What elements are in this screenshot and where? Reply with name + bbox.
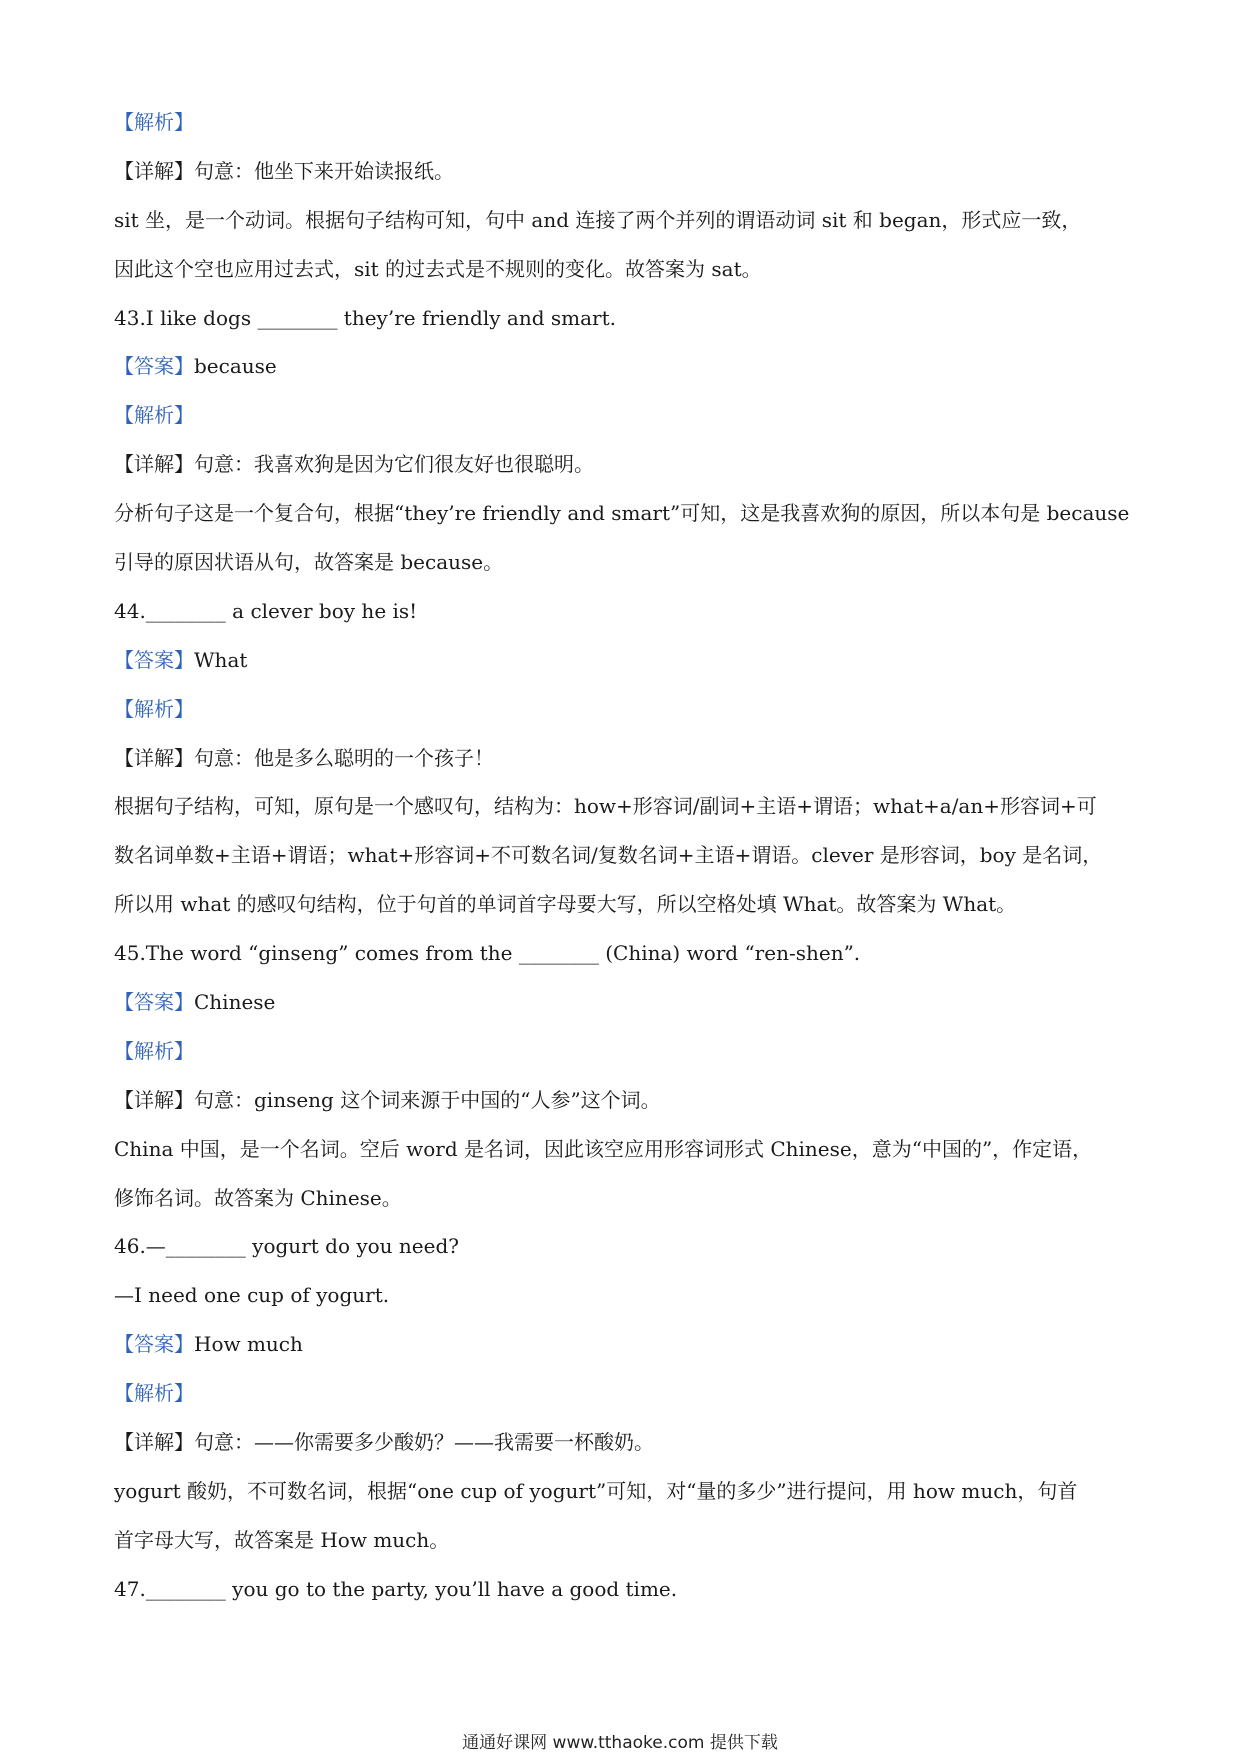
question-line: 43.I like dogs ________ they’re friendly and smart. [114,305,616,330]
analysis-tag: 【解析】 [114,403,194,428]
page-footer: 通通好课网 www.tthaoke.com 提供下载 [462,1733,778,1753]
explanation-line: 【详解】句意：ginseng 这个词来源于中国的“人参”这个词。 [114,1087,661,1112]
answer-tag: 【答案】 [114,354,194,379]
analysis-tag: 【解析】 [114,1381,194,1406]
explanation-line: sit 坐，是一个动词。根据句子结构可知，句中 and 连接了两个并列的谓语动词 sit 和 began，形式应一致， [114,207,1082,232]
explanation-line: 【详解】句意：他坐下来开始读报纸。 [114,158,454,183]
explanation-line: 【详解】句意：我喜欢狗是因为它们很友好也很聪明。 [114,452,594,477]
answer-value: Chinese [194,990,276,1015]
answer-line [114,636,1134,685]
answer-value: because [194,354,277,379]
explanation-line: 【详解】句意：——你需要多少酸奶？——我需要一杯酸奶。 [114,1430,654,1455]
question-line: —I need one cup of yogurt. [114,1283,390,1308]
explanation-line: China 中国，是一个名词。空后 word 是名词，因此该空应用形容词形式 Chinese，意为“中国的”，作定语， [114,1136,1093,1161]
explanation-line: 修饰名词。故答案为 Chinese。 [114,1185,402,1210]
explanation-line: 因此这个空也应用过去式，sit 的过去式是不规则的变化。故答案为 sat。 [114,256,762,281]
explanation-line: 分析句子这是一个复合句，根据“they’re friendly and smart”可知，这是我喜欢狗的原因，所以本句是 because [114,501,1130,526]
explanation-line: 引导的原因状语从句，故答案是 because。 [114,550,504,575]
answer-value: What [194,647,248,672]
answer-value: How much [194,1332,303,1357]
question-line: 46.—________ yogurt do you need? [114,1234,459,1259]
question-line: 44.________ a clever boy he is! [114,598,418,623]
answer-line [114,342,1134,391]
explanation-line: 首字母大写，故答案是 How much。 [114,1527,450,1552]
answer-tag: 【答案】 [114,1332,194,1357]
document-body [114,98,1134,1614]
analysis-tag: 【解析】 [114,110,194,134]
explanation-line: yogurt 酸奶，不可数名词，根据“one cup of yogurt”可知，对“量的多少”进行提问，用 how much，句首 [114,1478,1078,1503]
question-line: 45.The word “ginseng” comes from the ________ (China) word “ren-shen”. [114,941,861,966]
explanation-line: 数名词单数+主语+谓语；what+形容词+不可数名词/复数名词+主语+谓语。clever 是形容词，boy 是名词， [114,843,1103,868]
answer-tag: 【答案】 [114,990,194,1015]
question-line: 47.________ you go to the party, you’ll have a good time. [114,1576,678,1601]
explanation-line: 根据句子结构，可知，原句是一个感叹句，结构为：how+形容词/副词+主语+谓语；what+a/an+形容词+可 [114,794,1097,819]
answer-line [114,978,1134,1027]
analysis-tag: 【解析】 [114,696,194,721]
analysis-tag: 【解析】 [114,1038,194,1063]
answer-tag: 【答案】 [114,647,194,672]
explanation-line: 所以用 what 的感叹句结构，位于句首的单词首字母要大写，所以空格处填 What。故答案为 What。 [114,892,1017,917]
explanation-line: 【详解】句意：他是多么聪明的一个孩子！ [114,745,494,770]
answer-line [114,1320,1134,1369]
